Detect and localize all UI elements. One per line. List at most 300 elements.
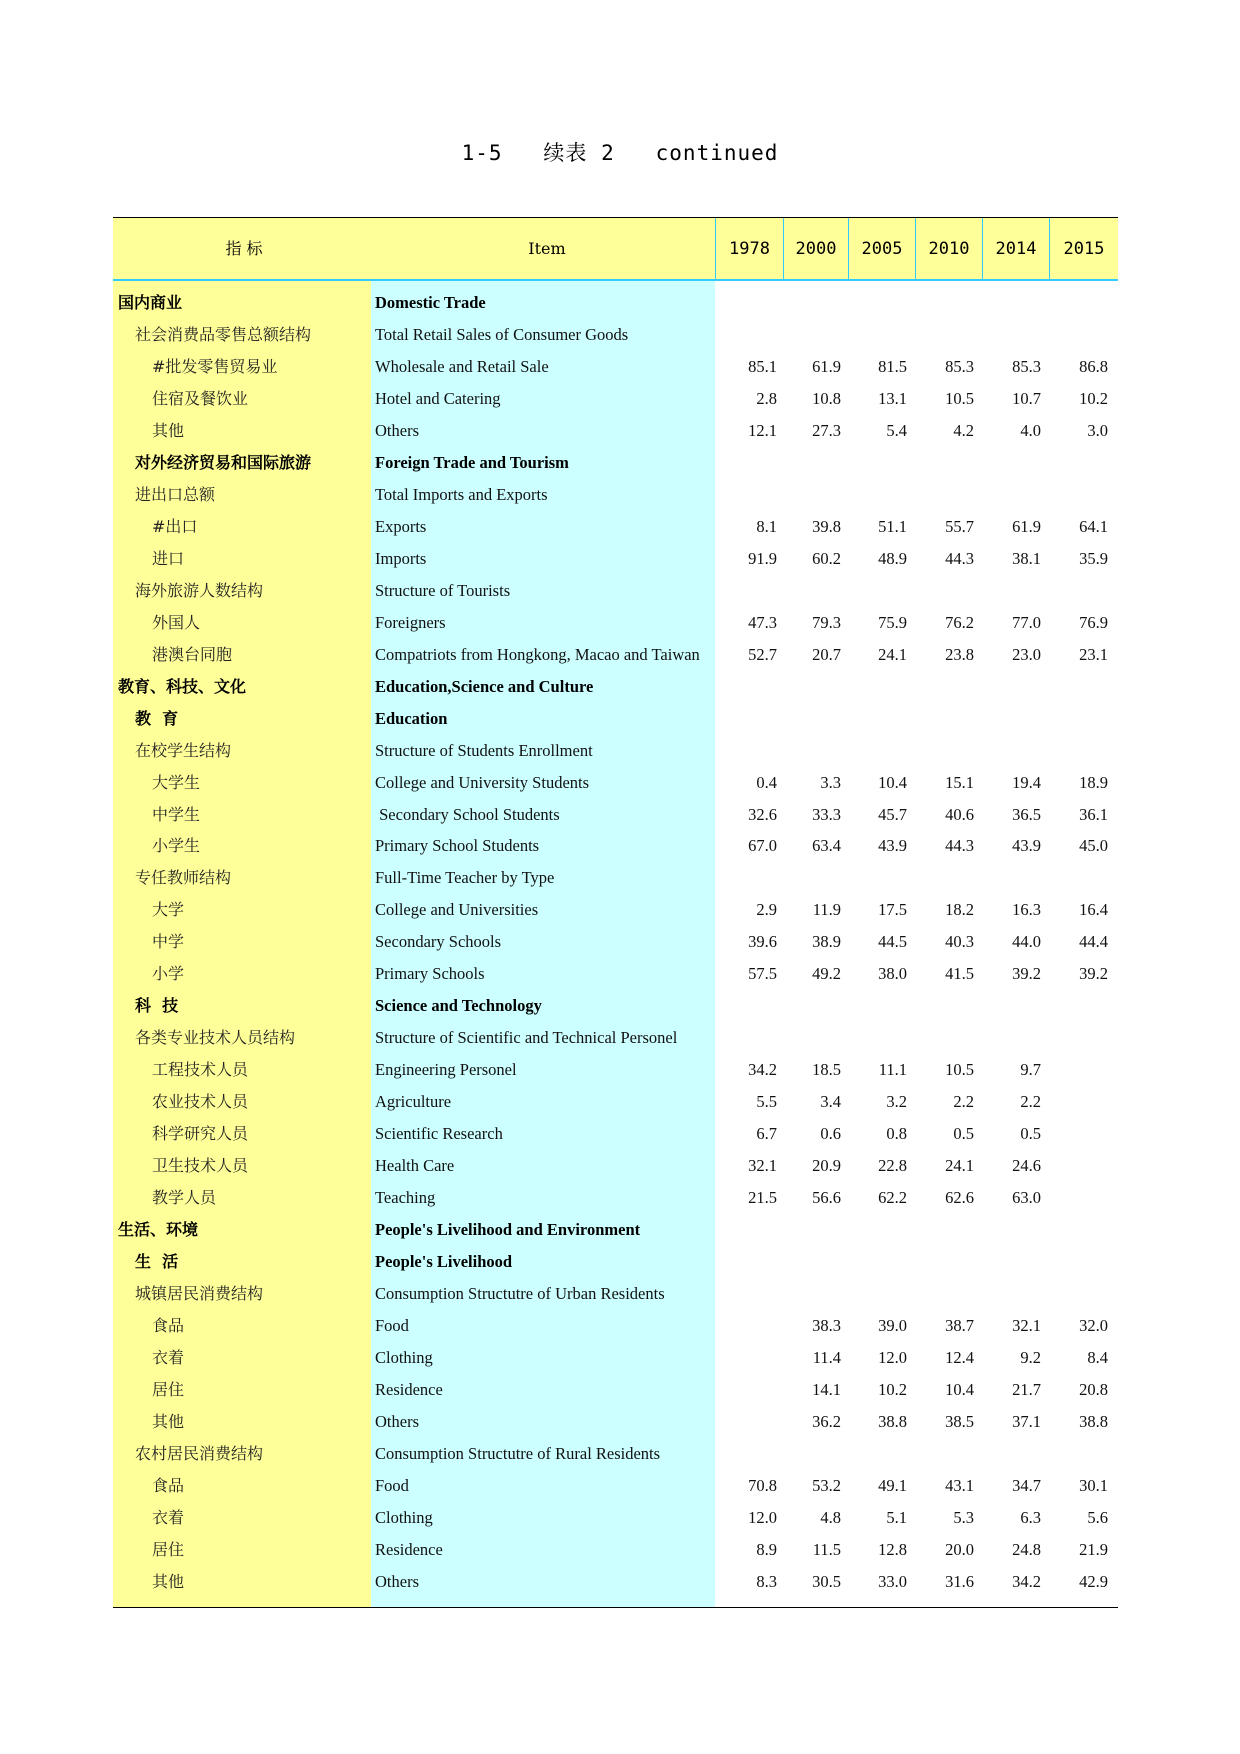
table-row — [113, 767, 1118, 799]
value-cell-2014 — [981, 1214, 1041, 1246]
value-cell-1978: 34.2 — [748, 1060, 777, 1080]
page-title: 1-5 续表 2 continued — [461, 141, 779, 165]
value-cell-2015 — [1048, 575, 1108, 607]
value-cell-2005: 10.4 — [878, 772, 907, 792]
value-cell-2000: 11.9 — [812, 900, 841, 920]
value-cell-1978: 32.1 — [748, 1156, 777, 1176]
table-row — [113, 1406, 1118, 1438]
value-cell-2000 — [781, 1438, 841, 1470]
value-cell-2015 — [1048, 703, 1108, 735]
value-cell-2015 — [1048, 1054, 1108, 1086]
value-cell-2010: 55.7 — [945, 516, 974, 536]
value-cell-2005: 39.0 — [878, 1316, 907, 1336]
table-row — [113, 383, 1118, 415]
value-cell-2005: 12.0 — [878, 1348, 907, 1367]
row-label-cn: 农业技术人员 — [152, 1092, 249, 1112]
row-label-en: Consumption Structutre of Rural Residents — [375, 1443, 661, 1463]
table-row — [113, 543, 1118, 575]
value-cell-2000: 11.4 — [812, 1348, 841, 1367]
value-cell-1978: 12.1 — [748, 420, 777, 440]
table-row — [113, 511, 1118, 543]
value-cell-2014 — [981, 671, 1041, 703]
value-cell-1978 — [717, 319, 777, 351]
value-cell-2005: 38.8 — [878, 1411, 907, 1431]
value-cell-2010: 40.6 — [945, 804, 974, 824]
row-label-en: Science and Technology — [375, 996, 542, 1016]
value-cell-2015: 32.0 — [1079, 1316, 1108, 1336]
value-cell-1978: 8.3 — [756, 1571, 777, 1591]
value-cell-2015 — [1048, 671, 1108, 703]
value-cell-1978 — [717, 990, 777, 1022]
value-cell-2005 — [847, 479, 907, 511]
value-cell-1978 — [717, 735, 777, 767]
row-label-en: Total Retail Sales of Consumer Goods — [375, 324, 629, 344]
table-header — [113, 217, 1118, 281]
row-label-en: Foreign Trade and Tourism — [375, 452, 569, 472]
value-cell-2010 — [914, 990, 974, 1022]
value-cell-2000: 79.3 — [812, 612, 841, 632]
value-cell-2005: 13.1 — [878, 388, 907, 408]
value-cell-2000: 60.2 — [812, 548, 841, 568]
value-cell-2014 — [981, 1246, 1041, 1278]
value-cell-2005: 12.8 — [878, 1539, 907, 1559]
value-cell-2015: 21.9 — [1079, 1539, 1108, 1559]
row-label-cn: 衣着 — [152, 1507, 185, 1527]
value-cell-2014: 85.3 — [1012, 356, 1041, 376]
value-cell-2010: 2.2 — [953, 1092, 974, 1112]
value-cell-2010: 15.1 — [945, 772, 974, 792]
row-label-en: Domestic Trade — [375, 293, 486, 312]
value-cell-1978: 5.5 — [756, 1092, 777, 1112]
header-year-2005: 2005 — [848, 218, 915, 280]
value-cell-1978: 21.5 — [748, 1188, 777, 1208]
value-cell-2000: 39.8 — [812, 516, 841, 536]
row-label-en: Consumption Structutre of Urban Residents — [375, 1284, 665, 1304]
table-row — [113, 351, 1118, 383]
value-cell-2010 — [914, 319, 974, 351]
row-label-cn: 大学生 — [152, 772, 201, 792]
header-year-1978: 1978 — [715, 218, 783, 280]
row-label-en: Hotel and Catering — [375, 388, 501, 408]
value-cell-2005 — [847, 575, 907, 607]
value-cell-2014: 21.7 — [1012, 1379, 1041, 1399]
value-cell-2014: 37.1 — [1012, 1411, 1041, 1431]
value-cell-2015 — [1048, 1438, 1108, 1470]
value-cell-1978: 8.1 — [756, 516, 777, 536]
value-cell-2000: 38.9 — [812, 932, 841, 952]
row-label-en: Engineering Personel — [375, 1060, 517, 1080]
row-label-en: Foreigners — [375, 612, 446, 632]
table-row — [113, 1374, 1118, 1406]
table-row — [113, 1534, 1118, 1566]
row-label-cn: 生 活 — [135, 1252, 179, 1272]
value-cell-2015: 5.6 — [1087, 1507, 1108, 1527]
header-year-2014: 2014 — [982, 218, 1049, 280]
row-label-cn: 各类专业技术人员结构 — [135, 1028, 296, 1048]
table-row — [113, 1342, 1118, 1374]
row-label-cn: #出口 — [152, 516, 198, 536]
row-label-cn: 大学 — [152, 900, 185, 920]
value-cell-2015: 18.9 — [1079, 772, 1108, 792]
table-row — [113, 990, 1118, 1022]
table-row — [113, 639, 1118, 671]
value-cell-2010: 0.5 — [953, 1124, 974, 1144]
value-cell-2014: 6.3 — [1020, 1507, 1041, 1527]
row-label-cn: 进出口总额 — [135, 484, 216, 504]
value-cell-2005 — [847, 671, 907, 703]
row-label-cn: 科 技 — [135, 996, 179, 1016]
value-cell-2014: 44.0 — [1012, 932, 1041, 952]
value-cell-2000: 33.3 — [812, 804, 841, 824]
row-label-en: Secondary School Students — [375, 804, 560, 824]
value-cell-2010: 76.2 — [945, 612, 974, 632]
value-cell-2010 — [914, 671, 974, 703]
table-row — [113, 926, 1118, 958]
value-cell-2014 — [981, 319, 1041, 351]
value-cell-1978 — [717, 447, 777, 479]
value-cell-2005: 0.8 — [886, 1124, 907, 1144]
value-cell-2005: 81.5 — [878, 356, 907, 376]
value-cell-2005 — [847, 287, 907, 319]
value-cell-2000: 36.2 — [812, 1411, 841, 1431]
value-cell-2000: 49.2 — [812, 964, 841, 984]
value-cell-1978: 70.8 — [748, 1475, 777, 1495]
value-cell-2000 — [781, 479, 841, 511]
value-cell-2015 — [1048, 1150, 1108, 1182]
row-label-en: People's Livelihood — [375, 1252, 513, 1272]
row-label-cn: 其他 — [152, 1411, 185, 1431]
row-label-en: Primary Schools — [375, 964, 485, 984]
value-cell-1978: 57.5 — [748, 964, 777, 984]
row-label-en: Education — [375, 708, 448, 728]
value-cell-2010: 18.2 — [945, 900, 974, 920]
value-cell-2010: 38.7 — [945, 1316, 974, 1336]
row-label-en: Primary School Students — [375, 836, 540, 856]
row-label-en: Full-Time Teacher by Type — [375, 868, 555, 888]
row-label-en: Food — [375, 1316, 409, 1336]
value-cell-2000: 61.9 — [812, 356, 841, 376]
value-cell-2010: 10.5 — [945, 1060, 974, 1080]
value-cell-1978 — [717, 703, 777, 735]
value-cell-2010 — [914, 703, 974, 735]
value-cell-2015: 16.4 — [1079, 900, 1108, 920]
table-row — [113, 1022, 1118, 1054]
value-cell-2015 — [1048, 1182, 1108, 1214]
value-cell-2014 — [981, 287, 1041, 319]
table-row — [113, 1566, 1118, 1598]
value-cell-2000 — [781, 1214, 841, 1246]
value-cell-2014: 24.6 — [1012, 1156, 1041, 1176]
value-cell-1978 — [717, 575, 777, 607]
row-label-cn: 港澳台同胞 — [152, 644, 233, 664]
row-label-en: Residence — [375, 1539, 443, 1559]
value-cell-2000 — [781, 447, 841, 479]
row-label-en: Structure of Tourists — [375, 580, 511, 600]
value-cell-1978: 8.9 — [756, 1539, 777, 1559]
row-label-en: Health Care — [375, 1156, 455, 1176]
table-row — [113, 479, 1118, 511]
value-cell-2015 — [1048, 287, 1108, 319]
value-cell-2015: 8.4 — [1087, 1348, 1108, 1367]
row-label-en: Compatriots from Hongkong, Macao and Taiwan — [375, 644, 700, 664]
value-cell-2015: 42.9 — [1079, 1571, 1108, 1591]
value-cell-2000: 10.8 — [812, 388, 841, 408]
value-cell-1978: 67.0 — [748, 836, 777, 856]
value-cell-2005: 49.1 — [878, 1475, 907, 1495]
value-cell-2010 — [914, 1438, 974, 1470]
value-cell-1978 — [717, 1278, 777, 1310]
row-label-cn: 对外经济贸易和国际旅游 — [135, 452, 312, 472]
row-label-cn: 中学生 — [152, 804, 201, 824]
value-cell-2000 — [781, 990, 841, 1022]
row-label-cn: 专任教师结构 — [135, 868, 232, 888]
value-cell-1978 — [717, 1214, 777, 1246]
value-cell-1978 — [717, 671, 777, 703]
value-cell-2014: 24.8 — [1012, 1539, 1041, 1559]
value-cell-2005: 5.1 — [886, 1507, 907, 1527]
value-cell-2014: 4.0 — [1020, 420, 1041, 440]
table-row — [113, 1502, 1118, 1534]
value-cell-2005: 38.0 — [878, 964, 907, 984]
value-cell-2010: 85.3 — [945, 356, 974, 376]
value-cell-2000 — [781, 862, 841, 894]
value-cell-2014: 38.1 — [1012, 548, 1041, 568]
value-cell-2010: 4.2 — [953, 420, 974, 440]
value-cell-2014: 39.2 — [1012, 964, 1041, 984]
value-cell-2015: 38.8 — [1079, 1411, 1108, 1431]
value-cell-2000: 30.5 — [812, 1571, 841, 1591]
row-label-cn: 居住 — [152, 1539, 185, 1559]
row-label-en: Others — [375, 1411, 419, 1431]
value-cell-2014: 63.0 — [1012, 1188, 1041, 1208]
row-label-cn: 在校学生结构 — [135, 740, 232, 760]
value-cell-2005: 17.5 — [878, 900, 907, 920]
value-cell-1978 — [717, 1438, 777, 1470]
row-label-en: Agriculture — [375, 1092, 452, 1112]
value-cell-2005 — [847, 990, 907, 1022]
value-cell-2005: 11.1 — [878, 1060, 907, 1080]
table-row — [113, 1278, 1118, 1310]
value-cell-2005 — [847, 735, 907, 767]
value-cell-2010: 62.6 — [945, 1188, 974, 1208]
row-label-cn: 其他 — [152, 420, 185, 440]
value-cell-2010: 5.3 — [953, 1507, 974, 1527]
row-label-cn: 教育、科技、文化 — [118, 676, 247, 696]
row-label-en: Education,Science and Culture — [375, 676, 594, 696]
value-cell-2014: 2.2 — [1020, 1092, 1041, 1112]
value-cell-2010 — [914, 479, 974, 511]
value-cell-2014 — [981, 447, 1041, 479]
row-label-cn: 食品 — [152, 1316, 185, 1336]
value-cell-2015: 3.0 — [1087, 420, 1108, 440]
row-label-en: Imports — [375, 548, 427, 568]
value-cell-2015 — [1048, 1118, 1108, 1150]
row-label-cn: 其他 — [152, 1571, 185, 1591]
value-cell-2010: 38.5 — [945, 1411, 974, 1431]
row-label-en: Clothing — [375, 1507, 433, 1527]
table-row — [113, 607, 1118, 639]
table-row — [113, 1182, 1118, 1214]
row-label-cn: #批发零售贸易业 — [152, 356, 278, 376]
row-label-cn: 农村居民消费结构 — [135, 1443, 264, 1463]
value-cell-2015 — [1048, 319, 1108, 351]
value-cell-2005 — [847, 319, 907, 351]
row-label-en: College and University Students — [375, 772, 590, 792]
row-label-en: College and Universities — [375, 900, 539, 920]
value-cell-2014 — [981, 703, 1041, 735]
table-row — [113, 1150, 1118, 1182]
value-cell-2005 — [847, 703, 907, 735]
table-bottom-rule — [113, 1607, 1118, 1608]
value-cell-2000: 18.5 — [812, 1060, 841, 1080]
value-cell-2015: 30.1 — [1079, 1475, 1108, 1495]
table-row — [113, 703, 1118, 735]
row-label-en: Others — [375, 420, 419, 440]
header-year-2000: 2000 — [783, 218, 848, 280]
row-label-cn: 社会消费品零售总额结构 — [135, 324, 312, 344]
value-cell-2010: 23.8 — [945, 644, 974, 664]
value-cell-2005: 51.1 — [878, 516, 907, 536]
row-label-cn: 居住 — [152, 1379, 185, 1399]
value-cell-2000: 27.3 — [812, 420, 841, 440]
table-row — [113, 319, 1118, 351]
value-cell-1978: 47.3 — [748, 612, 777, 632]
value-cell-2014: 34.7 — [1012, 1475, 1041, 1495]
table-row — [113, 894, 1118, 926]
row-label-cn: 衣着 — [152, 1348, 185, 1367]
value-cell-1978: 91.9 — [748, 548, 777, 568]
value-cell-2015 — [1048, 447, 1108, 479]
value-cell-1978 — [717, 1310, 777, 1342]
value-cell-2015: 44.4 — [1079, 932, 1108, 952]
value-cell-2000 — [781, 319, 841, 351]
value-cell-2000 — [781, 1022, 841, 1054]
value-cell-2000 — [781, 575, 841, 607]
value-cell-2005 — [847, 1246, 907, 1278]
value-cell-2014: 36.5 — [1012, 804, 1041, 824]
value-cell-2005 — [847, 862, 907, 894]
value-cell-2010: 20.0 — [945, 1539, 974, 1559]
value-cell-2015 — [1048, 1246, 1108, 1278]
value-cell-2015: 35.9 — [1079, 548, 1108, 568]
value-cell-2010: 43.1 — [945, 1475, 974, 1495]
value-cell-2000: 53.2 — [812, 1475, 841, 1495]
value-cell-2005: 45.7 — [878, 804, 907, 824]
value-cell-2014 — [981, 1438, 1041, 1470]
value-cell-2000 — [781, 703, 841, 735]
value-cell-2000 — [781, 1246, 841, 1278]
value-cell-2005 — [847, 1438, 907, 1470]
value-cell-1978 — [717, 479, 777, 511]
value-cell-2014: 19.4 — [1012, 772, 1041, 792]
value-cell-2014 — [981, 479, 1041, 511]
row-label-en: Secondary Schools — [375, 932, 502, 952]
value-cell-2014: 77.0 — [1012, 612, 1041, 632]
table-row — [113, 830, 1118, 862]
value-cell-2014 — [981, 862, 1041, 894]
value-cell-2010 — [914, 1278, 974, 1310]
value-cell-1978 — [717, 1246, 777, 1278]
value-cell-2014 — [981, 1022, 1041, 1054]
row-label-en: Total Imports and Exports — [375, 484, 548, 504]
table-row — [113, 1310, 1118, 1342]
value-cell-2005 — [847, 1022, 907, 1054]
value-cell-2014: 9.7 — [1020, 1060, 1041, 1080]
table-row — [113, 862, 1118, 894]
value-cell-2015: 20.8 — [1079, 1379, 1108, 1399]
row-label-en: Scientific Research — [375, 1124, 503, 1144]
row-label-cn: 进口 — [152, 548, 185, 568]
value-cell-2005: 22.8 — [878, 1156, 907, 1176]
row-label-cn: 生活、环境 — [118, 1220, 199, 1240]
table-row — [113, 575, 1118, 607]
value-cell-2015 — [1048, 1022, 1108, 1054]
value-cell-2000: 0.6 — [820, 1124, 841, 1144]
value-cell-2010 — [914, 862, 974, 894]
value-cell-2010: 31.6 — [945, 1571, 974, 1591]
table-row — [113, 1214, 1118, 1246]
value-cell-2005: 33.0 — [878, 1571, 907, 1591]
table-row — [113, 958, 1118, 990]
table-row — [113, 1054, 1118, 1086]
value-cell-2010 — [914, 1246, 974, 1278]
row-label-en: Others — [375, 1571, 419, 1591]
row-label-en: Structure of Students Enrollment — [375, 740, 593, 760]
value-cell-2005: 62.2 — [878, 1188, 907, 1208]
table-row — [113, 1470, 1118, 1502]
table-row — [113, 1118, 1118, 1150]
value-cell-2005: 3.2 — [886, 1092, 907, 1112]
row-label-en: Residence — [375, 1379, 443, 1399]
value-cell-2015: 10.2 — [1079, 388, 1108, 408]
value-cell-2014: 61.9 — [1012, 516, 1041, 536]
value-cell-2000: 4.8 — [820, 1507, 841, 1527]
value-cell-1978 — [717, 1406, 777, 1438]
value-cell-1978: 2.8 — [756, 388, 777, 408]
value-cell-2010: 10.5 — [945, 388, 974, 408]
value-cell-2014 — [981, 990, 1041, 1022]
value-cell-2010: 44.3 — [945, 836, 974, 856]
row-label-cn: 卫生技术人员 — [152, 1156, 249, 1176]
row-label-en: Structure of Scientific and Technical Personel — [375, 1028, 678, 1048]
header-item-en: Item — [528, 239, 566, 258]
value-cell-2000: 3.3 — [820, 772, 841, 792]
table-row — [113, 415, 1118, 447]
value-cell-2005 — [847, 1278, 907, 1310]
table-row — [113, 735, 1118, 767]
value-cell-1978 — [717, 1022, 777, 1054]
row-label-cn: 小学生 — [152, 836, 201, 856]
value-cell-2010 — [914, 287, 974, 319]
table-row — [113, 1246, 1118, 1278]
value-cell-1978: 39.6 — [748, 932, 777, 952]
value-cell-2000: 56.6 — [812, 1188, 841, 1208]
value-cell-2010 — [914, 1022, 974, 1054]
value-cell-2015: 64.1 — [1079, 516, 1108, 536]
value-cell-2010 — [914, 1214, 974, 1246]
value-cell-2000: 38.3 — [812, 1316, 841, 1336]
row-label-cn: 食品 — [152, 1475, 185, 1495]
value-cell-2010: 10.4 — [945, 1379, 974, 1399]
value-cell-1978 — [717, 287, 777, 319]
value-cell-2014: 23.0 — [1012, 644, 1041, 664]
value-cell-2005: 48.9 — [878, 548, 907, 568]
row-label-en: Exports — [375, 516, 427, 536]
value-cell-2014: 16.3 — [1012, 900, 1041, 920]
value-cell-1978: 6.7 — [756, 1124, 777, 1144]
row-label-en: People's Livelihood and Environment — [375, 1220, 641, 1240]
row-label-cn: 海外旅游人数结构 — [135, 580, 264, 600]
